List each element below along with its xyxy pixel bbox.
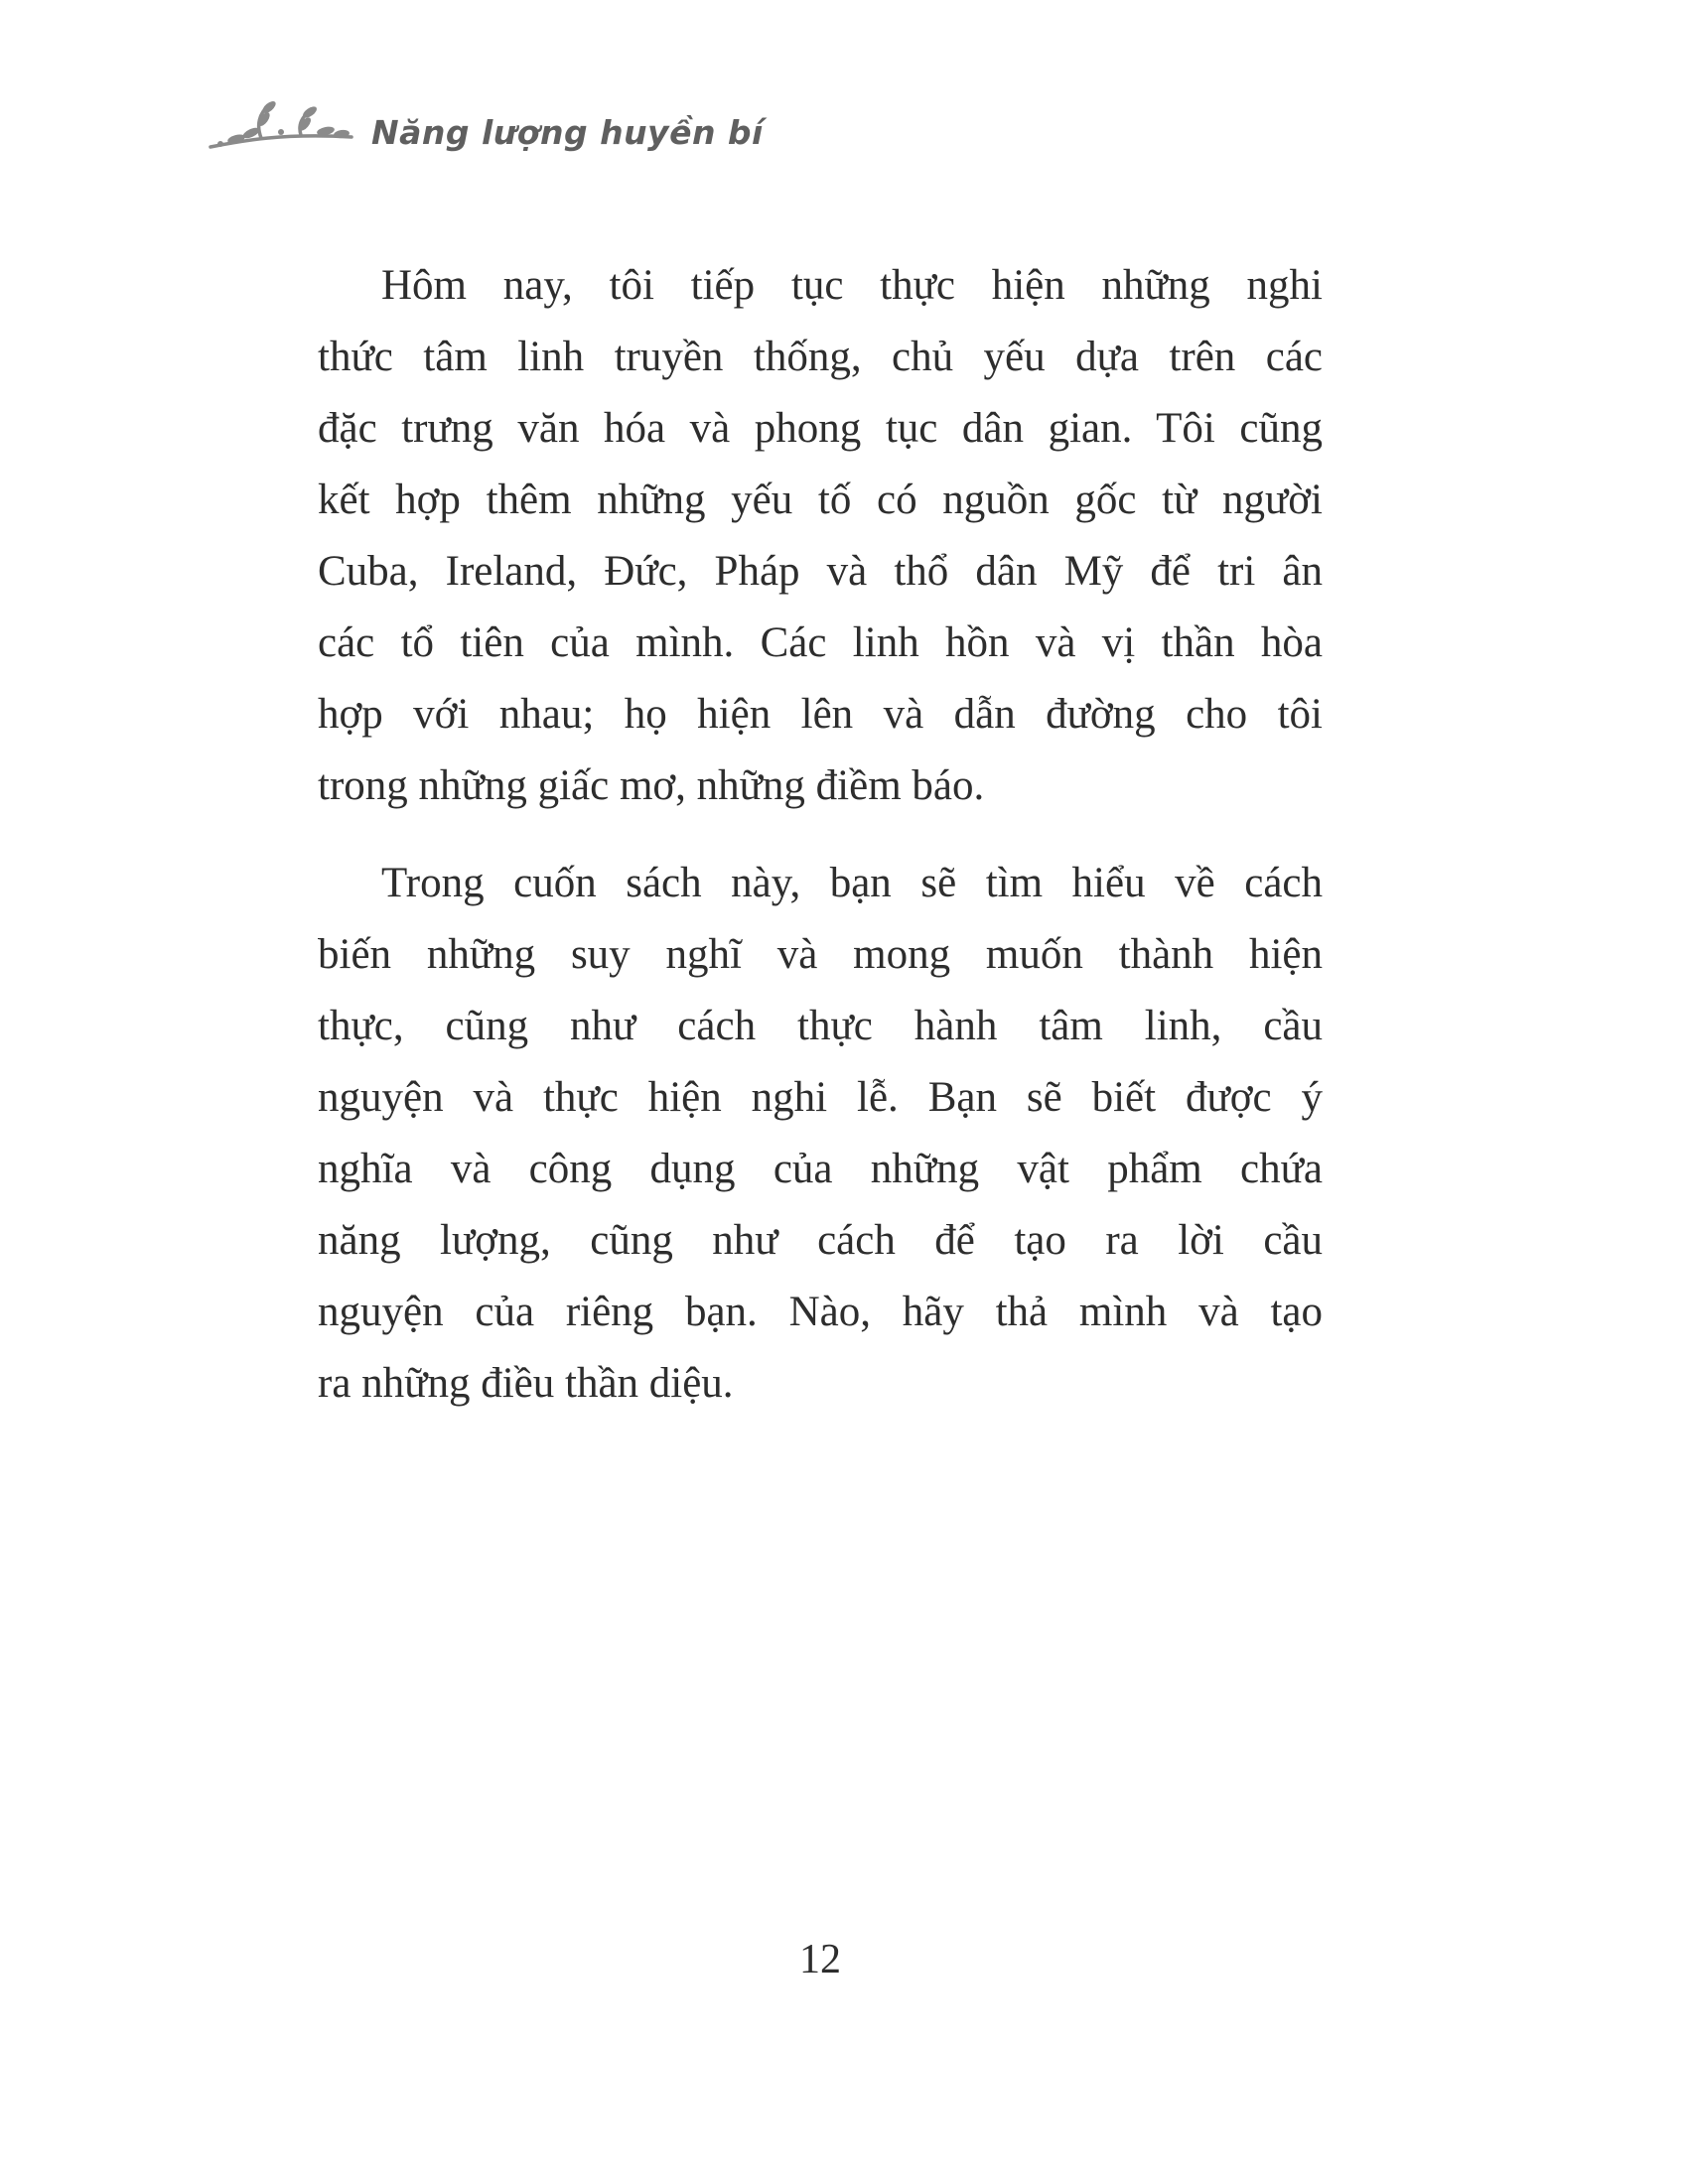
body-text: [318, 250, 1323, 1420]
running-header: [207, 97, 764, 167]
text-line: Trong cuốn sách này, bạn sẽ tìm hiểu về cách: [381, 860, 1323, 906]
text-line: thức tâm linh truyền thống, chủ yếu dựa trên các: [318, 334, 1323, 380]
page-footer: [318, 1934, 1323, 1985]
text-line: nghĩa và công dụng của những vật phẩm chứa: [318, 1146, 1323, 1192]
paragraph: [318, 848, 1323, 1420]
branch-ornament-icon: [207, 97, 355, 167]
text-line: nguyện của riêng bạn. Nào, hãy thả mình và tạo: [318, 1289, 1323, 1335]
text-line: nguyện và thực hiện nghi lễ. Bạn sẽ biết được ý: [318, 1074, 1323, 1121]
text-line: hợp với nhau; họ hiện lên và dẫn đường cho tôi: [318, 691, 1323, 738]
text-line: Hôm nay, tôi tiếp tục thực hiện những nghi: [381, 262, 1323, 309]
text-line: trong những giấc mơ, những điềm báo.: [318, 762, 985, 809]
text-line: Cuba, Ireland, Đức, Pháp và thổ dân Mỹ để tri ân: [318, 548, 1323, 595]
text-line: năng lượng, cũng như cách để tạo ra lời cầu: [318, 1217, 1323, 1264]
page-number: 12: [799, 1937, 841, 1982]
text-line: đặc trưng văn hóa và phong tục dân gian. Tôi cũng: [318, 405, 1323, 452]
text-line: các tổ tiên của mình. Các linh hồn và vị thần hòa: [318, 619, 1323, 666]
text-line: thực, cũng như cách thực hành tâm linh, cầu: [318, 1003, 1323, 1049]
text-line: biến những suy nghĩ và mong muốn thành hiện: [318, 931, 1323, 978]
paragraph: [318, 250, 1323, 822]
text-line: ra những điều thần diệu.: [318, 1360, 734, 1407]
text-line: kết hợp thêm những yếu tố có nguồn gốc từ người: [318, 477, 1323, 523]
running-header-title: Năng lượng huyền bí: [371, 112, 764, 152]
